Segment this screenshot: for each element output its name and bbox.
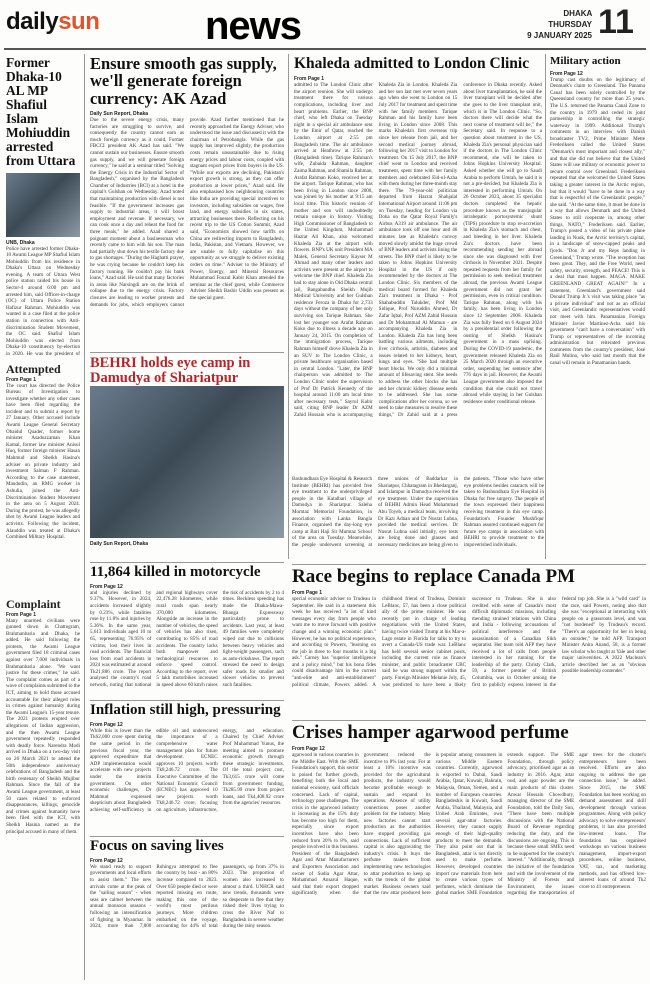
khaleda-story xyxy=(294,56,542,470)
from-page-tag: From Page 12 xyxy=(90,583,123,590)
column-divider xyxy=(288,54,289,559)
article-body: special economic adviser to Trudeau in September. He said in a statement this week he has received "a lot of kind messages every day from people who want me to move forward with positive change and a winning economic plan." However, he has no political experience, and according to Powers, "learning on the job in three to four months is a big ask." Carney has "superior intelligence and a policy mind," but his bona fides could disadvantage him in the current "anti-elite and anti-establishment" political climate, Powers added. A childhood friend of Trudeau, Dominic LeBlanc, 57, has been a close political ally of the prime minister. He was recently put in charge of leading negotiations with the United States, having twice visited Trump at his Mar-a-Lago estate in Florida for talks to try to avert a Canada-US trade war. LeBlanc has held several senior cabinet posts, including the current role as finance minister, and public broadcaster CBC said he was strong support within the party. Foreign Minister Melanie Joly, 45, was predicted to have been a likely successor to Trudeau. She is also credited with some of Canada's most difficult diplomatic missions, including mending strained relations with China and India - following accusations of political interference and the assassination of a Canadian Sikh separatist. Her team told AFP they have received a lot of calls from people interested in her running for the leadership of the party. Christy Clark, 59, a former premier of British Columbia, was in October among the first to publicly express interest in the federal top job. She is a "wild card" in the race, said Powers, noting also that she was "exceptional at interacting with people on a grassroots level, and was "not burdened" by Trudeau's record. "There's an opportunity for her in being an outsider," he told AFP. Transport Minister Anita Anand, 58, is a former law scholar who taught at Yale and other major universities. A 2022 Maclean's article described her as an "obvious possible leadership contender." xyxy=(292,595,646,688)
headline-khaleda[interactable]: Khaleda admitted to London Clinic xyxy=(294,55,530,72)
section-title: news xyxy=(205,4,302,48)
subhead-complaint[interactable]: Complaint xyxy=(6,596,61,611)
from-page-tag: From Page 1 xyxy=(292,589,323,596)
mohiuddin-photo xyxy=(6,173,80,237)
inflation-story xyxy=(90,700,284,826)
subhead-attempted[interactable]: Attempted xyxy=(6,361,61,376)
headline-motorcycle[interactable]: 11,864 killed in motorcycle xyxy=(90,564,261,580)
article-body: The court has directed the Police Bureau of Investigation to investigate whether any other cases have been filed regarding the incident and to submit a report by 27 January. Other accused include Awami League General Secretary Obaidul Quader, former home minister Asaduzzaman Khan Kamal, former law minister Anisul Huq, former foreign minister Hasan Mahmud and Sheikh Hasina's adviser on private industry and investment Salman F Rahman. According to the case statement, Maududin, an RMG worker in Ashulia, joined the Anti-Discrimination Student Movement in the area on 5 August 2024. During the protest, he was allegedly shot by Awami League leaders and activists. Following the incident, Alauddin was treated at Dhaka's Combined Military Hospital. xyxy=(6,382,80,541)
column-divider xyxy=(84,54,85,980)
from-page-tag: From Page 1 xyxy=(6,376,37,383)
article-body: Many unarmed civilians were gunned down in Chattogram, Brahmanbaria and Dhaka, he added. He said following the protests, the Awami League government filed 18 criminal cases against over 7,000 individuals in Brahmanbaria alone. "We want justice for these crimes," he said. The complaint comes as part of a wave of complaints submitted to the ICT, aiming to hold those accused accountable for their alleged roles in crimes against humanity during the Awami League's 15-year tenure. The 2021 protests erupted over allegations of Indian aggression, and the then Awami League government repeatedly responded with deadly force. Narendra Modi arrived in Dhaka on a two-day visit on 26 March 2021 to attend the 50th independence anniversary celebrations of Bangladesh and the birth centenary of Sheikh Mujibur Rahman. Since the fall of the Awami League government, at least 50 cases related to enforced disappearances, killings, genocide and crimes against humanity have been filed with the ICT, with Sheikh Hasina named as the principal accused in many of them. xyxy=(6,617,80,835)
byline: Daily Sun Report, Dhaka xyxy=(90,110,149,117)
from-page-tag: From Page 12 xyxy=(550,70,583,77)
behri-story xyxy=(90,352,284,386)
headline-mohiuddin[interactable]: Former Dhaka-10 AL MP Shafiul Islam Mohiuddin arrested from Uttara xyxy=(6,55,76,169)
article-body: Police have arrested former Dhaka-10 Awami League MP Shafiul Islam Mohiuddin from his residence in Dhaka's Uttara on Wednesday evening. A team of Uttara West police station raided his house in Sector-4 around 6:00 pm and arrested him, said Officer-in-charge (OC) of Uttara Police Station Hafizur Rahman. Mohiuddin was wanted in a case filed at the police station in connection with Anti-discrimination Student Movement, the OC said. Shafiul Islam Mohiuddin was elected from Dhaka-10 constituency by-election in 2020. He was the president of xyxy=(6,245,80,357)
gas-story xyxy=(90,55,284,313)
dateline xyxy=(520,8,592,41)
masthead-rule xyxy=(4,48,646,50)
logo-word-daily: daily xyxy=(6,8,59,35)
daily-sun-logo[interactable] xyxy=(6,8,99,36)
from-page-tag: From Page 12 xyxy=(90,857,123,864)
logo-word-sun: sun xyxy=(58,8,100,35)
article-body: Bashundhara Eye Hospital & Research Institute (BEHRI) has provided free eye treatment to the underprivileged people in the Katalbari village of Damudya in Shariatpur. Saleha Momtaz Memorial Foundation, in association with Lanka Bangla Finance, organised the day-long eye camp at Bari Haji Sir Mumtaz School of the area on Tuesday. Meanwhile, the people underwent screening at three unions of Baddarkar in Shariatpur, Chhatagram in Bhedarganj, and Islampur in Damudya received the eye treatment. Under the supervision of BEHRI Admin Head Mohammad Abu Toyeb, a medical team, involving Dr Kazi Adnan and Dr Nusrat Lubna, provided the medical services. Dr Nusrat Lubna said initially, eye tests are being done and glasses and necessary medicines are being given to the patients. "Those who have other eye problems besides cataracts will be taken to Bashundhara Eye Hospital in Dhaka for free surgery. The people of the town expressed their happiness receiving treatment in this eye camp. Foundation's Founder Mushfiqur Rahman assured continued support for future eye camps in association with BEHRI to provide treatment to the impoverished individuals. xyxy=(292,476,544,548)
dateline-city: DHAKA xyxy=(563,9,592,18)
byline: Daily Sun Report, Dhaka xyxy=(90,541,149,547)
left-column xyxy=(6,56,80,898)
canada-story xyxy=(292,564,646,718)
military-story xyxy=(550,56,645,517)
article-body: Trump cast doubts on the legitimacy of Denmark's claim to Greenland. The Panama Canal has been solely controlled by the Queensland country for more than 25 years. The U.S. returned the Panama Canal Zone to the country in 1979 and ceded its joint partnership in controlling the strategic waterway in 1999. Additional Trump's comments in an interview with Danish broadcaster TV2, Prime Minister Mette Frederiksen called the United States "Denmark's most important and closest ally," and that she did not believe that the United States will use military or economic power to secure control over Greenland. Frederiksen repeated that she welcomed the United States taking a greater interest in the Arctic region, but that it would "have to be done in a way that is respectful of the Greenlandic people," she said. "At the same time, it must be done in a way that allows Denmark and the United States to still cooperate in, among other things, NATO," Frederiksen said. Earlier, Trump's posted a video of his private plane landing in Nuuk, the Arctic territory's capital, in a landscape of snow-capped peaks and fjords. "Don Jr and my Reps landing in Greenland," Trump wrote. "The reception has been great. They, and the Free World, need safety, security, strength, and PEACE! This is a deal that must happen. MAGA. MAKE GREENLAND GREAT AGAIN!" In a statement, Greenland's government said Donald Trump Jr.'s visit was taking place "as a private individual" and not as an official visit, and Greenlandic representatives would not meet with him. Panamanian Foreign Minister Javier Martinez-Acha said his government "can't have a conversation" with Trump or representatives of the incoming administration but reiterated previous comments from the country's president, José Raúl Mulino, who said last month that the canal will remain in Panamanian hands. xyxy=(550,76,645,367)
dateline-day: THURSDAY xyxy=(548,20,592,29)
from-page-tag: From Page 12 xyxy=(90,721,123,728)
article-body: While this is lower than the Tk62,000 crore spent during the same period in the previous fiscal year, the approved expenditure that ADP implementation would accelerate with new projects under the interim government. On other economic challenges, Dr Mahmud expressed skepticism about Bangladesh achieving self-sufficiency in edible oil and underscored the importance of a comprehensive water management plan for future development. ECNEC approves 10 projects worth Tk8,246.72 crore. The Executive Committee of the National Economic Council (ECNEC) has approved 10 new projects worth Tk8,246.72 crore, focusing on agriculture, infrastructure, energy, and education. Chaired by Chief Adviser Prof Muhammad Yunus, the meeting aimed to promote economic growth through these strategic investments. Of the total project cost, Tk3,615 crore will come from government funding, Tk285.99 crore from project loans, and Tk4,408.92 crore from the agencies' resources. xyxy=(90,727,284,813)
headline-agarwood[interactable]: Crises hamper agarwood perfume xyxy=(292,722,569,743)
article-body: admitted to The London Clinic after the airport reunion. She will undergo treatment there for various complications, including liver and heart problems. Earlier, the BNP chief, who left Dhaka on Tuesday night in a special air ambulance sent by the Emir of Qatar, reached the London airport at 2:55 pm Bangladesh time. The air ambulance arrived at Heathrow at 2:55 pm (Bangladesh time). Tarique Rahman's wife, Zubaida Rahman, daughter Zaima Rahman, and Shamila Rahman, Arafat Rahman Koko, received her at the airport. Tarique Rahman, who has been living in London since 2008, was joined by his mother at 9:15 am local time. This historic reunion of mother and son will undoubtedly remain unique in history. Visiting High Commissioner of Bangladesh to the United Kingdom, Mohammad Hazrat Ali Khan, also welcomed Khaleda Zia at the airport with flowers. BNP's UK unit President MA Malek, General Secretary Kayser M Ahmad and many other leaders and activists were present at the airport to welcome the BNP chief. Khaleda Zia had to stay alone in Old Dhaka central jail, Bangabandhu Sheikh Mujib Medical University and her Gulshan residence Feroza in Dhaka for 2,733 days without the company of her only surviving son Tarique Rahman. She lost her younger son Arafat Rahman Koko due to illness a decade ago on January 24, 2015. On completion of the immigration process, Tarique Rahman himself drove Khaleda Zia in an SUV to The London Clinic, a private healthcare organisation based in central London. "Later, the BNP chairperson was admitted to The London Clinic under the supervision of Prof Dr Patrick Kennedy of the hospital around 11:00 am local time after necessary tests," Sayrul Kabir said, citing BNP leader Dr AZM Zahid Hossain who is accompanying Khaleda Zia in London. Khaleda Zia and her son last met over seven years ago when she went to London on 15 July 2017 for treatment and spent time with her family members. Tarique Rahman and his family have been living in London since 2008. This marks Khaleda's first overseas trip since her release from jail, and her second medical journey abroad, following her 2017 visit to London for treatment. On 15 July 2017, the BNP chief went to London and received treatment, spent time with her family members and celebrated Eid-ul-Azha with them during her three-month stay there. The 79-year-old politician departed from Hazrat Shahjalal International Airport around 11:06 pm on Tuesday, heading for London via Doha on the Qatar Royal Family's Airbus A319 air ambulance. The air ambulance took off one hour and 46 minutes late as Khaleda's convoy moved slowly amidst the huge crowd of BNP leaders and activists lining the streets. The BNP chief is likely to be taken to Johns Hopkins University Hospital in the US if only recommended by the doctors at The London Clinic. Six members of the medical board formed for Khaleda Zia's treatment in Dhaka - Prof Shahabuddin Talukder, Prof Md Sidique, Prof Nuruddin Ahmed, Dr Zafar Iqbal, Prof AZM Zahid Hossain and Dr Mohammad Al Mamun - are accompanying Khaleda Zia in London. Khaleda Zia has long been battling various ailments, including liver cirrhosis, arthritis, diabetes and issues related to her kidneys, heart, lungs and eyes. "She had multiple heart blocks. We only did a minimal amount of lifesaving stent. She needs to address the other blocks she has and her chronic kidney disease needs to be addressed. She has some complications after her corona, so we need to take measures to resolve these things," Dr Zahid said at a press conference in Dhaka recently. Asked about liver transplantation, he said the liver transplant will be decided after she goes to the liver transplant unit, which is in The London Clinic. "So, doctors there will decide what the next course of treatment will be," the Secretary said. In response to a question about treatment in the US, Khaleda Zia's personal physician said if the doctors in The London Clinic recommend, she will be taken to Johns Hopkins University Hospital. Asked whether she will go to Saudi Arabia to perform Umrah, he said it is not a pre-decided, but Khaleda Zia is interested in performing Umrah. On 26 October 2023, about 35 specialist doctors completed the hepatic procedure known as the transjugular intrahepatic portosystemic shunt (TIPS) procedure to stop re-accretion in Khaleda Zia's stomach and chest, and bleeding in her liver. Khaleda Zia's doctors have been recommending sending her abroad since she was diagnosed with liver cirrhosis in November 2021. Despite repeated requests from her family for permission to seek medical treatment abroad, the previous Awami League government did not grant her permission, even in critical condition. Tarique Rahman, along with his family, has been living in London since 12 September 2008. Khaleda Zia was fully freed on 6 August 2024 by a presidential order following the ousting of Sheikh Hasina's government in a mass uprising. During the COVID-19 pandemic, the government released Khaleda Zia on 25 March 2020 through an executive order, suspending her sentence after 776 days in jail. However, the Awami League government also imposed the condition that she could not travel abroad while staying in her Gulshan residence under conditional release. xyxy=(294,82,542,418)
headline-canada[interactable]: Race begins to replace Canada PM xyxy=(292,566,576,587)
column-divider xyxy=(545,54,546,559)
article-body: and injuries declined by 9.37%. However, in 2024, accidents increased slightly by 0.23%, while fatalities rose by 11.8% and injuries by 5.36%. In the same year, 5,613 individuals aged 10 to 65, representing 76.95% of victims, lost their lives in road accidents. The financial loss from road accidents in 2024 was estimated at around Tk21,886 crore. The report analysed the country's road network, noting that national and regional highways cover 22,476.28 kilometres, while rural roads span nearly 370,000 kilometres. Alongside an increase in the number of vehicles, the speed of vehicles has also risen, contributing to 85% of road accidents. The country lacks both manpower and technological resources to enforce speed control. According to the report, over 5 lakh motorbikes increased in speed above 60 km/h raises the risk of accidents by 2 to 4 times. Reckless speeding has made the Dhaka-Mawa-Bhanga Expressway particularly prone to accidents. Last year, at least 49 families were completely wiped out due to collisions between heavy vehicles and light-weight passengers, such as auto-rickshaws. The report stressed the need to design safer roads for smaller and slower vehicles to prevent such fatalities. xyxy=(90,589,284,689)
from-page-tag: From Page 12 xyxy=(292,745,325,752)
motorcycle-story xyxy=(90,562,284,694)
behri-story-body xyxy=(90,541,284,547)
page-number: 11 xyxy=(598,3,634,41)
article-body: agarwood in various countries in the Middle East. With the SME Foundation's support, this sector is poised for further growth, benefiting both the local and national economy, said officials concerned. Lack of capital, technology pose challenges. The crisis in the agarwood industry is increasing as the 15% duty has become too high for them, especially since export incentives have also been reduced from 20% to 8%, said people involved in this business. President of the Bangladesh Agar and Attar Manufacturers and Exporters Association and owner of Sudia Agar Attar, Mohammad Ansarul Haque, said that their export dropped significantly when the government reduced the incentive to 8% last year. For at least a 10% incentive was provided for the agricultural products, the industry would become profitable enough to sustain and expand its operations. Absence of utility connections poses another problem for the industry. Many new factories cannot start production as the authorities have stopped providing gas connections. Lack of sufficient capital is also aggravating the industry's crisis. It buys the perfume makers from implementing new technologies to attar production to keep up with the trends of the global market. Business owners said that the raw attar produced here is popular among consumers in various Middle Eastern countries. Currently, agarwood is exported to Dubai, Saudi Arabia, Qatar, Kuwait, Bahrain, Malaysia, Oman, Yemen, and a number of European countries. Bangladeshis in Kuwait, Saudi Arabia, Thailand, Malaysia, and United Arab Emirates, own several agar-attar factories. However, they cannot supply enough of their high-quality products to meet the demands. They also point out that in Bangladesh, attar is not directly used to make perfume. However, developed countries import raw materials from here to create various types of perfumes, which dominate the global market. SME Foundation extends support. The SME Foundation, through policy advocacy, prioritised agar as an industry in 2016. Agar, attar oud, and agar powder are the main products of this cluster. Anwar Hossain Chowdhury, managing director of the SME Foundation, told the Daily Sun, "There have been multiple discussions with the National Board of Revenue regarding reducing the duty, and the discussions are ongoing. This is because these small SMEs need to be supported for the country's interest." "Additionally, through the initiative of the foundation and with the involvement of the Ministry of Forests and Environment, the issues regarding the transportation of agar trees for the cluster's entrepreneurs have been resolved. Efforts are also ongoing to address the gas connection issue," he added. Since 2015, the SME Foundation has been working on demand assessment and skill development through various programmes. Along with policy advocacy to solve entrepreneurs' problems, it has also provided low-interest loans. The foundation has organised workshops on various business management, import-export procedures, online business, VAT, tax, and marketing methods, and has offered low-interest loans of around Tk2 crore to 41 entrepreneurs. xyxy=(292,751,646,897)
from-page-tag: From Page 1 xyxy=(294,76,325,83)
headline-military[interactable]: Military action xyxy=(550,55,621,67)
rohingya-story xyxy=(90,836,284,976)
headline-gas[interactable]: Ensure smooth gas supply, we'll generate foreign currency: AK Azad xyxy=(90,54,277,108)
eye-camp-photo xyxy=(90,386,284,538)
article-body: We stand ready to support governments and local efforts to assist them." The new arrivals come at the peak of the "sailing season" - when seas are calmer between the annual monsoon seasons - following an intensification of fighting in Myanmar. In 2024, more than 7,800 Rohingya attempted to flee the country by boat - an 80% increase compared to 2023. Over 650 people died or were reported missing en route, making this one of the world's most perilous journeys. More children embarked on the voyage, accounting for 44% of total passengers, up from 37% in 2023. The proportion of women also increased to almost a third. UNHCR said new trends, thousands were so desperate to flee that they risked their lives trying to cross the River Naf to Bangladesh in severe weather during the rainy season. xyxy=(90,863,284,930)
agarwood-story xyxy=(292,720,646,982)
headline-inflation[interactable]: Inflation still high, pressuring xyxy=(90,702,281,718)
headline-rohingya[interactable]: Focus on saving lives xyxy=(90,838,224,854)
byline: UNB, Dhaka xyxy=(6,239,35,246)
article-body: Due to the severe energy crisis, many factories are struggling to survive, and consequently the country cannot earn as much foreign currency as it could, Former FBCCI president AK Azad has said. "We cannot sustain our businesses. Ensure smooth gas supply, and we will generate foreign currency," he said at a seminar titled "Solving the Energy Crisis in the Industrial Sector of Bangladesh," organised by the Bangladesh Chamber of Industries (BCI) at a hotel in the capital's Gulshan on Wednesday. Azad noted that maintaining production with diesel is not feasible. "If the government increases gas supply to industrial areas, it will boost employment and revenue. If necessary, we can cook once a day and reheat the food for three meals," he added. Azad shared a poignant moment about a businessman who recently came to him with his son. The man had partially shut down his textile factory due to gas shortages. "During the Haghatti prayer, he was crying because he couldn't keep his factory running. He couldn't pay his bank loans," Azad said. He said that many factories in areas like Narsingdi are on the brink of collapse due to the energy crisis. Factory closures are leading to worker protests and demands for jobs, which employers cannot provide. Azad further mentioned that he recently approached the Energy Adviser, who understood the issue and discussed it with the chairman of Petrobangla. While the gas supply has improved slightly, the production costs remain unsustainable due to rising energy prices and labour costs, coupled with stagnant export prices from buyers in the US. "While our exports are declining, Pakistan's export growth is strong, as they can offer production at lower prices," Azad said. He also emphasised how neighbouring countries like India are providing special incentives to investors, including subsidies on wages, free land, and energy subsidies in six states, attracting businesses there. Reflecting on his recent trip to the US Cotton Summit, Azad said, "Economists showed how tariffs on China are redirecting imports to Bangladesh, India, Pakistan, and Vietnam. However, we are unable to fully capitalise on this opportunity as we struggle to deliver existing orders on time." Adviser to the Ministry of Power, Energy, and Mineral Resources Muhammad Fouzul Kabir Khan attended the seminar as the chief guest, while Commerce Adviser Sheikh Bashir Uddin was present as the special guest. xyxy=(90,116,284,308)
from-page-tag: From Page 1 xyxy=(6,611,37,618)
dateline-date: 9 JANUARY 2025 xyxy=(527,31,592,40)
headline-behri[interactable]: BEHRI holds eye camp in Damudya of Shariatpur xyxy=(90,355,251,387)
